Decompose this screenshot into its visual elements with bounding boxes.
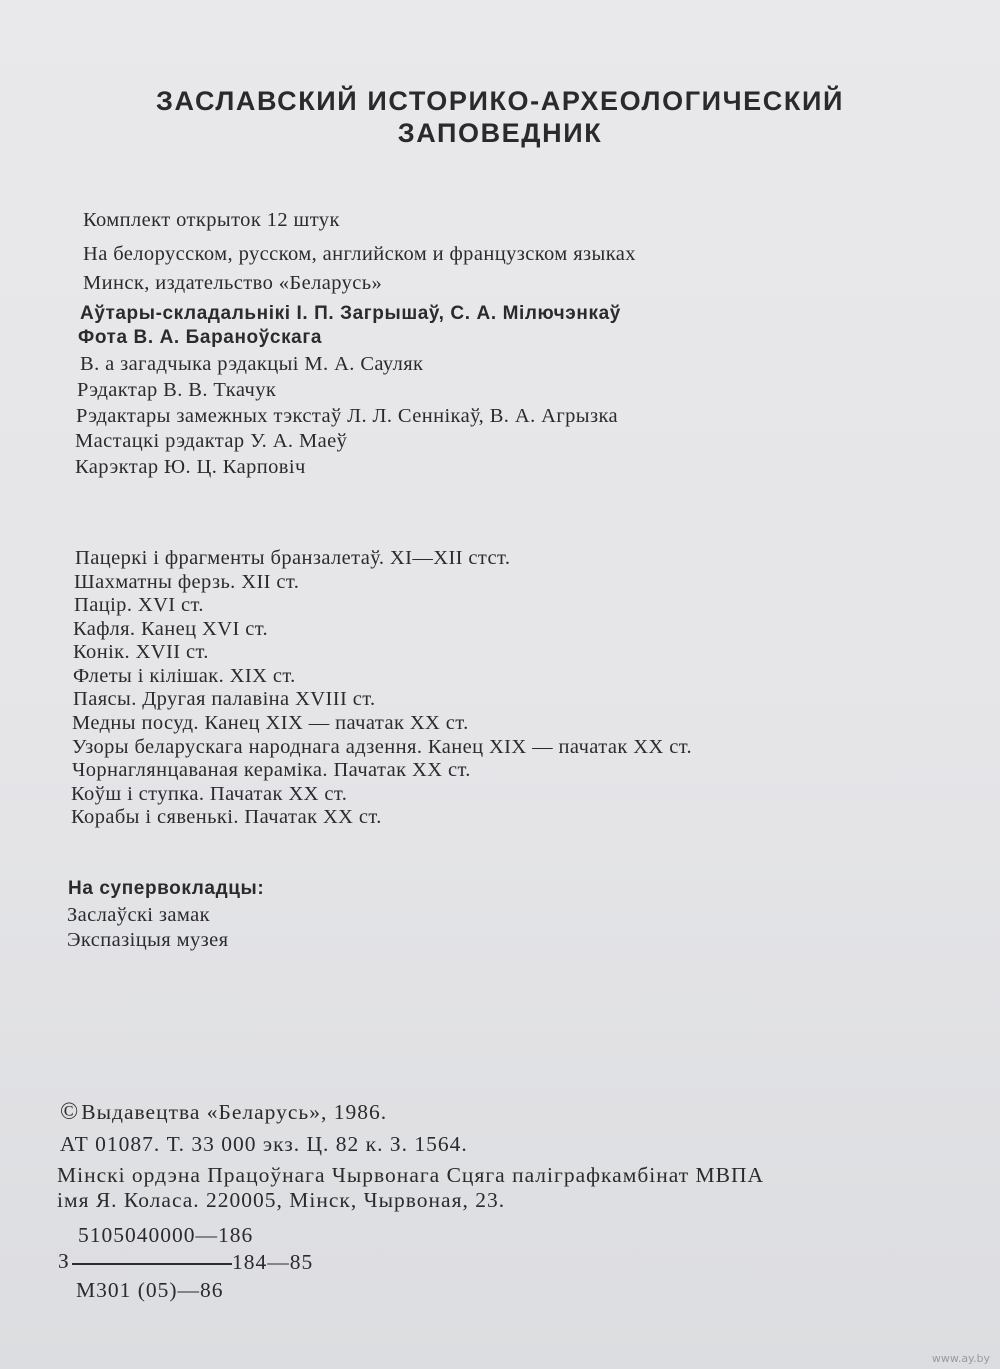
- printer-line-2: імя Я. Коласа. 220005, Мінск, Чырвоная, 23.: [57, 1188, 506, 1212]
- title-line-1: ЗАСЛАВСКИЙ ИСТОРИКО-АРХЕОЛОГИЧЕСКИЙ: [156, 86, 844, 116]
- authors-line: Аўтары-складальнікі І. П. Загрышаў, С. А. Мілючэнкаў: [80, 303, 621, 324]
- credit-line: Рэдактары замежных тэкстаў Л. Л. Сеннікаў, В. А. Агрызка: [76, 405, 618, 427]
- printer-line-1: Мінскі ордэна Працоўнага Чырвонага Сцяга паліграфкамбінат МВПА: [57, 1163, 764, 1187]
- credit-line: Рэдактар В. В. Ткачук: [77, 379, 277, 401]
- cover-item: Заслаўскі замак: [67, 904, 211, 926]
- cover-item: Экспазіцыя музея: [67, 929, 229, 951]
- code-numerator: 5105040000—186: [78, 1223, 254, 1247]
- postcard-item: Пацір. XVI ст.: [74, 594, 204, 616]
- copyright-symbol: ©: [60, 1099, 80, 1125]
- copyright-text: Выдавецтва «Беларусь», 1986.: [81, 1100, 388, 1124]
- postcard-item: Коўш і ступка. Пачатак XX ст.: [71, 783, 348, 805]
- postcard-item: Медны посуд. Канец XIX — пачатак XX ст.: [72, 712, 469, 734]
- copyright-line: [60, 1100, 387, 1124]
- postcard-item: Пацеркі і фрагменты бранзалетаў. XI—XII стст.: [75, 547, 511, 569]
- postcard-item: Чорнаглянцаваная кераміка. Пачатак XX ст.: [72, 759, 471, 781]
- postcard-item: Шахматны ферзь. XII ст.: [74, 571, 300, 593]
- watermark: www.ay.by: [931, 1352, 990, 1365]
- credit-line: Мастацкі рэдактар У. А. Маеў: [75, 430, 348, 452]
- postcard-item: Конік. XVII ст.: [73, 641, 209, 663]
- credit-line: Карэктар Ю. Ц. Карповіч: [75, 456, 306, 478]
- info-line: Комплект открыток 12 штук: [83, 209, 340, 231]
- postcard-item: Флеты і кілішак. XIX ст.: [73, 665, 296, 687]
- code-suffix: 184—85: [232, 1250, 314, 1274]
- photo-credit-line: Фота В. А. Бараноўскага: [78, 327, 323, 348]
- info-line: Минск, издательство «Беларусь»: [83, 272, 383, 294]
- info-line: На белорусском, русском, английском и французском языках: [83, 243, 636, 265]
- cover-heading: На супервокладцы:: [68, 878, 265, 899]
- credit-line: В. а загадчыка рэдакцыі М. А. Сауляк: [80, 353, 424, 375]
- postcard-item: Паясы. Другая палавіна XVIII ст.: [73, 688, 376, 710]
- title-line-2: ЗАПОВЕДНИК: [397, 118, 603, 148]
- postcard-item: Корабы і сявенькі. Пачатак XX ст.: [71, 806, 382, 828]
- fraction-bar: [72, 1263, 232, 1265]
- postcard-item: Кафля. Канец XVI ст.: [73, 618, 269, 640]
- code-prefix: З: [58, 1249, 70, 1273]
- print-run-line: АТ 01087. Т. 33 000 экз. Ц. 82 к. З. 1564.: [60, 1132, 468, 1156]
- postcard-item: Узоры беларускага народнага адзення. Канец XIX — пачатак XX ст.: [72, 736, 693, 758]
- code-denominator: М301 (05)—86: [76, 1278, 224, 1302]
